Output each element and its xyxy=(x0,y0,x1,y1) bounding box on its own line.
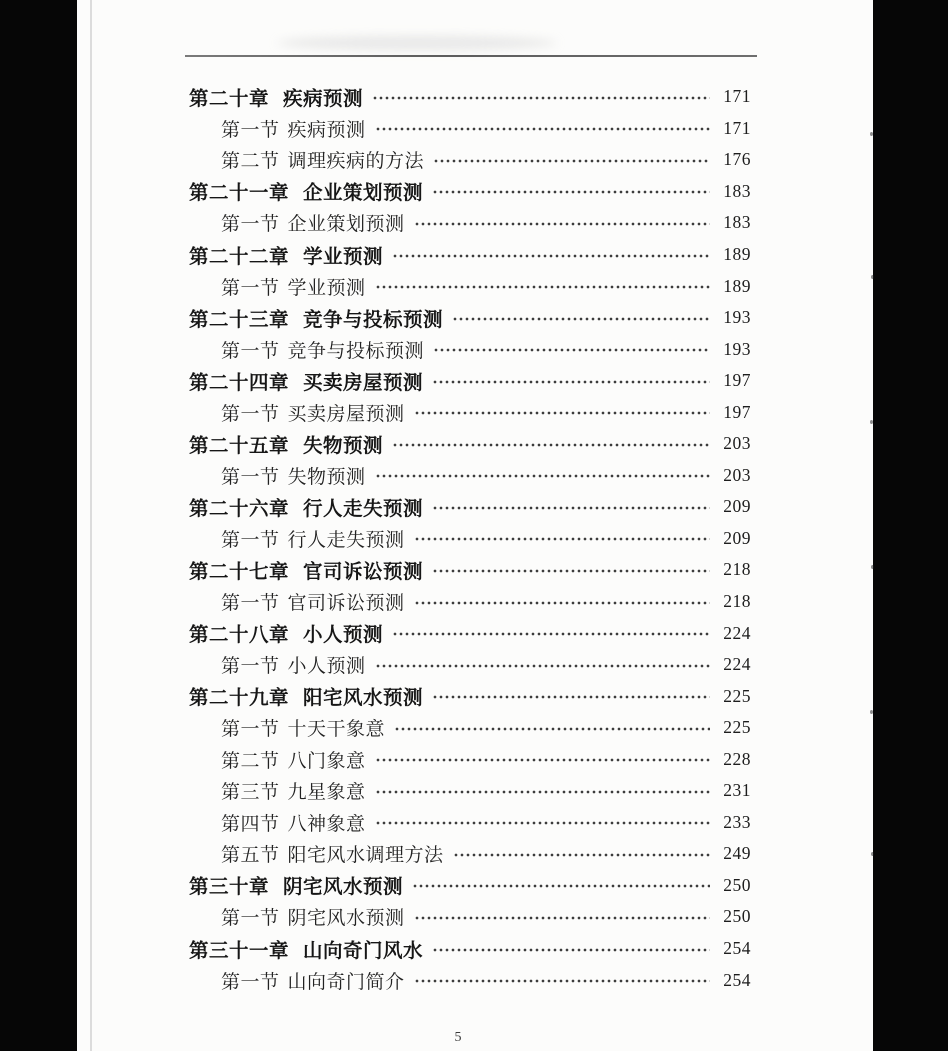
scanned-page xyxy=(77,0,873,1051)
toc-row-chapter xyxy=(189,870,751,902)
toc-row-label: 第一节 xyxy=(221,214,280,236)
toc-row-title: 竞争与投标预测 xyxy=(287,340,425,362)
scan-speck xyxy=(871,275,874,279)
dot-leader xyxy=(452,316,710,322)
toc-row-title: 企业策划预测 xyxy=(303,182,424,205)
toc-row-title: 竞争与投标预测 xyxy=(303,308,444,331)
toc-row-label: 第二十五章 xyxy=(189,434,290,457)
toc-row-label: 第三十章 xyxy=(189,876,270,899)
toc-row-page: 203 xyxy=(723,433,751,454)
toc-row-title: 行人走失预测 xyxy=(287,529,405,551)
toc-row-title: 官司诉讼预测 xyxy=(303,560,424,583)
toc-row-page: 254 xyxy=(723,938,751,959)
toc-row-label: 第一节 xyxy=(221,119,280,141)
dot-leader xyxy=(414,600,710,606)
toc-row-title: 失物预测 xyxy=(287,466,366,488)
toc-row-label: 第二十四章 xyxy=(189,371,290,394)
toc-row-chapter xyxy=(189,428,751,460)
toc-row-section xyxy=(189,712,751,744)
dot-leader xyxy=(432,379,710,385)
toc-row-page: 171 xyxy=(723,86,751,107)
toc-row-label: 第三节 xyxy=(221,782,280,804)
dot-leader xyxy=(414,978,710,984)
toc-row-page: 249 xyxy=(723,843,751,864)
toc-row-label: 第二十章 xyxy=(189,87,270,110)
toc-row-section xyxy=(189,743,751,775)
toc-row-title: 阳宅风水调理方法 xyxy=(287,845,444,867)
toc-row-chapter xyxy=(189,365,751,397)
toc-row-page: 218 xyxy=(723,559,751,580)
dot-leader xyxy=(414,536,710,542)
toc-row-page: 209 xyxy=(723,496,751,517)
toc-row-section xyxy=(189,775,751,807)
toc-row-label: 第一节 xyxy=(221,656,280,678)
toc-row-section xyxy=(189,838,751,870)
toc-row-title: 调理疾病的方法 xyxy=(287,151,425,173)
toc-row-label: 第二十七章 xyxy=(189,560,290,583)
toc-row-title: 小人预测 xyxy=(303,624,384,647)
toc-row-label: 第一节 xyxy=(221,719,280,741)
toc-row-title: 买卖房屋预测 xyxy=(303,371,424,394)
toc-row-page: 176 xyxy=(723,149,751,170)
toc-row-chapter xyxy=(189,554,751,586)
toc-row-page: 183 xyxy=(723,212,751,233)
toc-row-page: 189 xyxy=(723,244,751,264)
toc-row-page: 254 xyxy=(723,969,751,990)
toc-row-section xyxy=(189,586,751,618)
dot-leader xyxy=(392,253,710,259)
toc-row-title: 阴宅风水预测 xyxy=(283,876,404,899)
toc-row-title: 小人预测 xyxy=(287,656,366,678)
toc-row-label: 第二节 xyxy=(221,750,280,772)
toc-row-page: 233 xyxy=(723,811,751,832)
scan-speck xyxy=(870,132,873,136)
toc-row-page: 171 xyxy=(723,117,751,138)
toc-row-chapter xyxy=(189,81,751,113)
toc-row-section xyxy=(189,207,751,239)
toc-row-chapter xyxy=(189,302,751,334)
toc-row-page: 250 xyxy=(723,874,751,895)
scan-smudge xyxy=(277,36,557,50)
dot-leader xyxy=(394,726,710,732)
dot-leader xyxy=(375,663,710,669)
toc-row-section xyxy=(189,523,751,555)
toc-row-label: 第一节 xyxy=(221,466,280,488)
dot-leader xyxy=(414,221,710,227)
toc-row-page: 197 xyxy=(723,370,751,391)
toc-row-title: 八神象意 xyxy=(287,813,366,835)
dot-leader xyxy=(375,284,710,290)
toc-row-label: 第二十二章 xyxy=(189,245,290,268)
toc-row-label: 第一节 xyxy=(221,908,280,930)
toc-row-label: 第一节 xyxy=(221,971,280,993)
dot-leader xyxy=(414,410,710,416)
toc-row-section xyxy=(189,901,751,933)
toc-row-label: 第二十九章 xyxy=(189,687,290,710)
toc-row-page: 225 xyxy=(723,717,751,738)
toc-row-section xyxy=(189,649,751,681)
toc-row-section xyxy=(189,396,751,428)
toc-row-label: 第三十一章 xyxy=(189,939,290,962)
scan-speck xyxy=(871,565,874,569)
dot-leader xyxy=(432,568,710,574)
toc-row-page: 183 xyxy=(723,180,751,201)
toc-row-label: 第四节 xyxy=(221,813,280,835)
toc-row-page: 193 xyxy=(723,307,751,328)
toc-row-title: 阴宅风水预测 xyxy=(287,908,405,930)
toc-row-title: 九星象意 xyxy=(287,782,366,804)
toc-row-page: 250 xyxy=(723,906,751,927)
dot-leader xyxy=(375,789,710,795)
toc-row-label: 第一节 xyxy=(221,277,280,299)
dot-leader xyxy=(432,505,710,511)
toc-row-label: 第二十三章 xyxy=(189,308,290,331)
toc-row-chapter xyxy=(189,680,751,712)
toc-row-section xyxy=(189,333,751,365)
page-number-folio: 5 xyxy=(454,1030,462,1045)
toc-row-page: 218 xyxy=(723,591,751,612)
toc-row-page: 197 xyxy=(723,401,751,422)
toc-row-title: 学业预测 xyxy=(303,245,384,268)
toc-row-title: 失物预测 xyxy=(303,434,384,457)
toc-row-page: 224 xyxy=(723,654,751,675)
toc-row-label: 第二十八章 xyxy=(189,624,290,647)
toc-row-title: 学业预测 xyxy=(287,277,366,299)
toc-row-page: 193 xyxy=(723,338,751,359)
dot-leader xyxy=(412,883,710,889)
toc-row-section xyxy=(189,270,751,302)
toc-row-title: 疾病预测 xyxy=(287,119,366,141)
toc-row-chapter xyxy=(189,491,751,523)
dot-leader xyxy=(392,442,710,448)
toc-row-label: 第一节 xyxy=(221,340,280,362)
toc-row-page: 228 xyxy=(723,748,751,769)
toc-row-page: 231 xyxy=(723,780,751,801)
dot-leader xyxy=(375,126,710,132)
toc-row-title: 行人走失预测 xyxy=(303,497,424,520)
toc-row-page: 209 xyxy=(723,527,751,548)
toc-row-chapter xyxy=(189,239,751,271)
dot-leader xyxy=(453,852,710,858)
toc-row-section xyxy=(189,807,751,839)
toc-row-page: 224 xyxy=(723,622,751,643)
toc-list xyxy=(189,81,751,996)
dot-leader xyxy=(433,158,710,164)
toc-row-label: 第二节 xyxy=(221,151,280,173)
toc-row-label: 第二十一章 xyxy=(189,182,290,205)
toc-row-label: 第二十六章 xyxy=(189,497,290,520)
toc-row-title: 官司诉讼预测 xyxy=(287,593,405,615)
toc-row-section xyxy=(189,460,751,492)
dot-leader xyxy=(375,473,710,479)
toc-row-label: 第一节 xyxy=(221,529,280,551)
header-rule xyxy=(185,55,757,57)
dot-leader xyxy=(432,189,710,195)
toc-row-chapter xyxy=(189,176,751,208)
toc-row-title: 阳宅风水预测 xyxy=(303,687,424,710)
scan-speck xyxy=(871,852,874,856)
scan-speck xyxy=(870,710,873,714)
dot-leader xyxy=(375,820,710,826)
toc-row-page: 225 xyxy=(723,685,751,706)
toc-row-label: 第一节 xyxy=(221,403,280,425)
page-edge-line xyxy=(90,0,92,1051)
toc-row-section xyxy=(189,144,751,176)
toc-row-chapter xyxy=(189,933,751,965)
toc-row-title: 企业策划预测 xyxy=(287,214,405,236)
dot-leader xyxy=(433,347,710,353)
toc-row-title: 八门象意 xyxy=(287,750,366,772)
dot-leader xyxy=(392,631,710,637)
dot-leader xyxy=(375,757,710,763)
toc-row-section xyxy=(189,964,751,996)
toc-row-title: 十天干象意 xyxy=(287,719,386,741)
dot-leader xyxy=(432,947,710,953)
toc-row-title: 疾病预测 xyxy=(283,87,364,110)
toc-row-page: 189 xyxy=(723,275,751,296)
toc-row-title: 山向奇门简介 xyxy=(287,971,405,993)
toc-row-chapter xyxy=(189,617,751,649)
dot-leader xyxy=(414,915,710,921)
toc-row-label: 第五节 xyxy=(221,845,280,867)
scan-speck xyxy=(870,420,873,424)
dot-leader xyxy=(372,95,710,101)
toc-row-section xyxy=(189,113,751,145)
dot-leader xyxy=(432,694,710,700)
toc-row-label: 第一节 xyxy=(221,593,280,615)
toc-row-page: 203 xyxy=(723,464,751,485)
toc-row-title: 山向奇门风水 xyxy=(303,939,424,962)
toc-row-title: 买卖房屋预测 xyxy=(287,403,405,425)
